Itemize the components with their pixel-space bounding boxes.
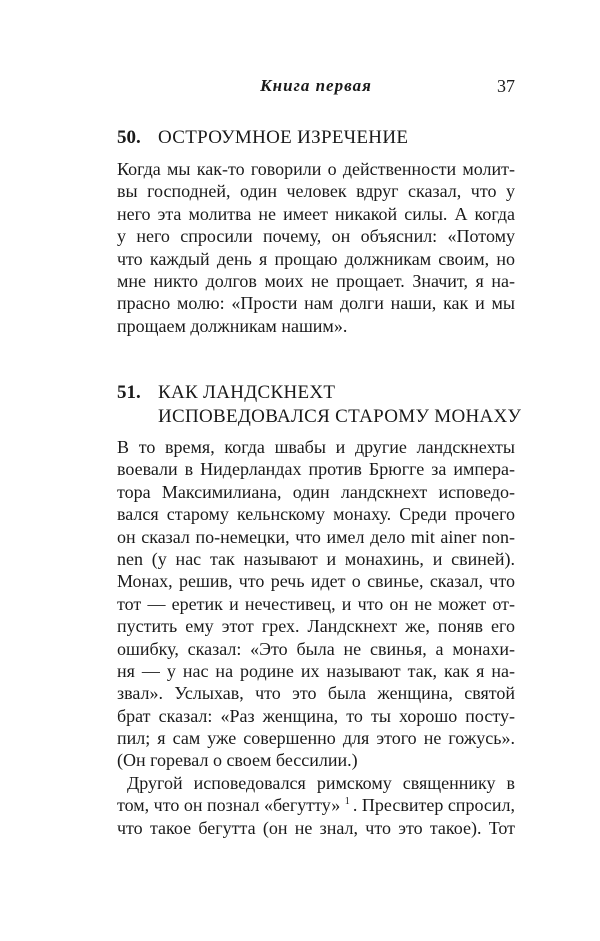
section-title-line-1: КАК ЛАНДСКНЕХТ	[158, 382, 336, 403]
footnote-mark: 1	[344, 796, 350, 808]
text-line: что такое бегутта (он не знал, что это такое). Тот	[117, 817, 515, 838]
text-line	[117, 794, 515, 816]
text-line: воевали в Нидерландах против Брюгге за импера-	[117, 459, 515, 480]
section-51-paragraph-2	[117, 772, 515, 839]
text-line: вался старому кельнскому монаху. Среди прочего	[117, 504, 515, 525]
text-line: него эта молитва не имеет никакой силы. А когда	[117, 203, 515, 224]
text-line: мне никто долгов моих не прощает. Значит, я на-	[117, 270, 515, 291]
text-line: тора Максимилиана, один ландскнехт исповедо-	[117, 481, 515, 502]
text-line: тот — еретик и нечестивец, и что он не может от-	[117, 593, 515, 614]
text-line: Когда мы как-то говорили о действенности молит-	[117, 159, 515, 179]
text-line: прощаем должникам нашим».	[117, 315, 348, 336]
text-line: (Он горевал о своем бессилии.)	[117, 750, 358, 771]
section-title-line-2: ИСПОВЕДОВАЛСЯ СТАРОМУ МОНАХУ	[158, 406, 522, 427]
text-line: ня — у нас на родине их называют так, как я на-	[117, 660, 515, 681]
text-line: Другой исповедовался римскому священнику в	[127, 773, 515, 793]
section-number: 51.	[117, 382, 141, 403]
section-50-paragraph	[117, 158, 515, 337]
text-line: что каждый день я прощаю должникам своим, но	[117, 248, 515, 269]
text-line: ошибку, сказал: «Это была не свинья, а монахи-	[117, 638, 515, 659]
text-fragment: . Пресвитер спросил,	[352, 795, 515, 816]
text-line: пил; я сам уже совершенно для этого не гожусь».	[117, 728, 515, 749]
text-line: брат сказал: «Раз женщина, то ты хорошо посту-	[117, 705, 515, 726]
text-line: звал». Услыхав, что это была женщина, святой	[117, 683, 515, 704]
section-number: 50.	[117, 127, 141, 148]
text-line: Монах, решив, что речь идет о свинье, сказал, что	[117, 571, 515, 592]
text-line: nen (у нас так называют и монахинь, и свиней).	[117, 548, 515, 569]
running-head	[117, 76, 515, 100]
text-line: В то время, когда швабы и другие ландскнехты	[117, 437, 515, 457]
section-51-paragraph-1	[117, 436, 515, 772]
text-fragment: том, что он познал «бегутту»	[117, 795, 341, 816]
text-line: он сказал по-немецки, что имел дело mit ainer non-	[117, 526, 515, 547]
page-number: 37	[497, 76, 515, 96]
section-title: ОСТРОУМНОЕ ИЗРЕЧЕНИЕ	[158, 127, 409, 148]
text-line: у него спросили почему, он объяснил: «Потому	[117, 226, 515, 247]
text-line: пустить ему этот грех. Ландскнехт же, поняв его	[117, 616, 515, 637]
text-group	[117, 794, 350, 816]
text-line: прасно молю: «Прости нам долги наши, как и мы	[117, 293, 515, 314]
text-line: вы господней, один человек вдруг сказал, что у	[117, 181, 515, 202]
running-head-title: Книга первая	[260, 76, 372, 95]
